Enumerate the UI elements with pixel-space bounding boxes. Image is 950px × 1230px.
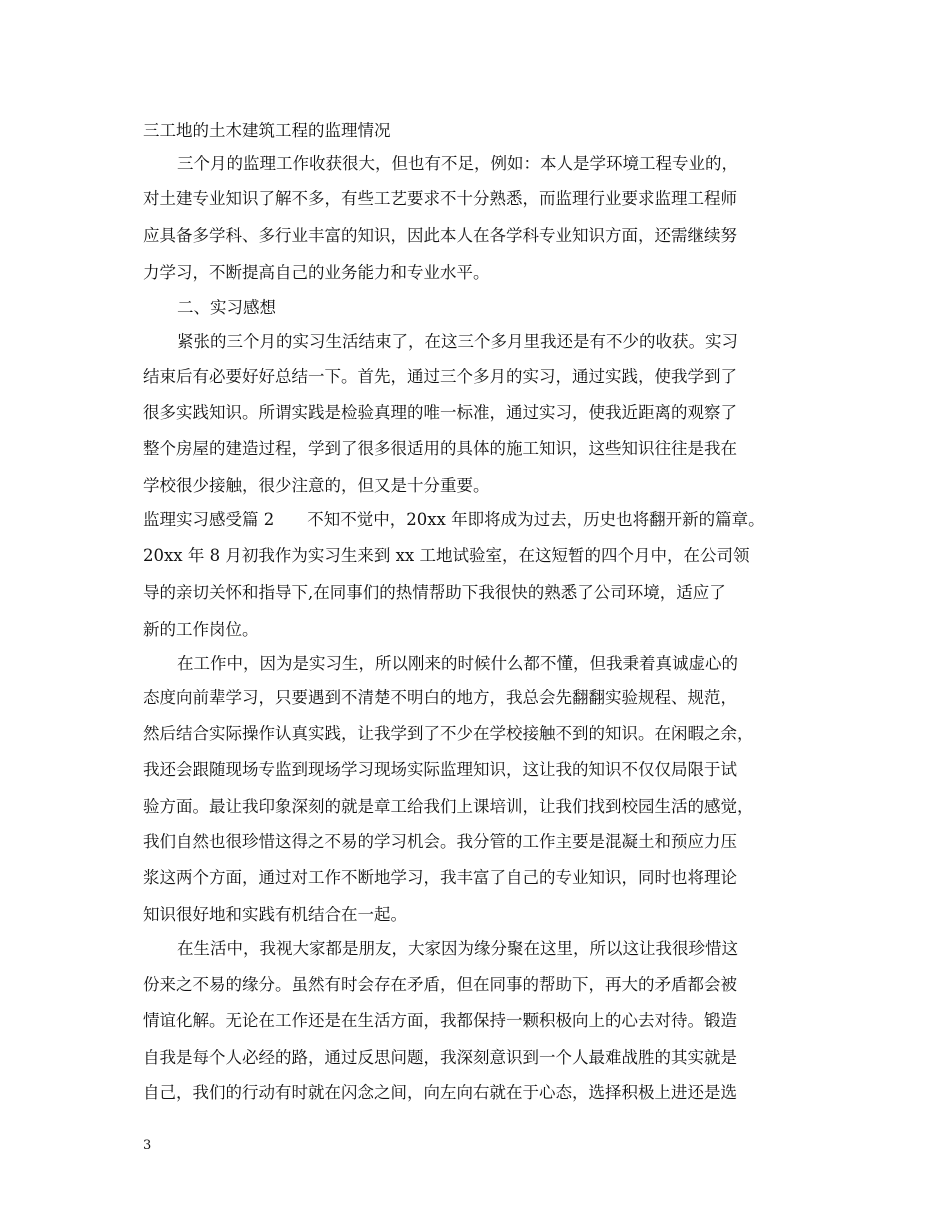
text-line: 情谊化解。无论在工作还是在生活方面，我都保持一颗积极向上的心去对待。锻造 bbox=[143, 1011, 737, 1030]
text-line: 力学习，不断提高自己的业务能力和专业水平。 bbox=[143, 263, 490, 282]
text-line: 在生活中，我视大家都是朋友，大家因为缘分聚在这里，所以这让我很珍惜这 bbox=[177, 939, 738, 958]
text-line: 紧张的三个月的实习生活结束了，在这三个多月里我还是有不少的收获。实习 bbox=[177, 332, 738, 351]
text-line: 三个月的监理工作收获很大，但也有不足，例如：本人是学环境工程专业的， bbox=[177, 154, 738, 173]
text-line: 我还会跟随现场专监到现场学习现场实际监理知识，这让我的知识不仅仅局限于试 bbox=[143, 760, 737, 779]
text-line: 学校很少接触，很少注意的，但又是十分重要。 bbox=[143, 476, 490, 495]
section-heading: 二、实习感想 bbox=[177, 298, 276, 317]
text-line: 对土建专业知识了解不多，有些工艺要求不十分熟悉，而监理行业要求监理工程师 bbox=[143, 189, 737, 208]
text-line: 整个房屋的建造过程，学到了很多很适用的具体的施工知识，这些知识往往是我在 bbox=[143, 439, 737, 458]
text-line: 很多实践知识。所谓实践是检验真理的唯一标准，通过实习，使我近距离的观察了 bbox=[143, 403, 737, 422]
text-line: 验方面。最让我印象深刻的就是章工给我们上课培训，让我们找到校园生活的感觉， bbox=[143, 797, 754, 816]
text-line: 20xx 年 8 月初我作为实习生来到 xx 工地试验室，在这短暂的四个月中，在公司领 bbox=[143, 546, 750, 565]
text-line: 自己，我们的行动有时就在闪念之间，向左向右就在于心态，选择积极上进还是选 bbox=[143, 1083, 737, 1102]
text-line: 导的亲切关怀和指导下,在同事们的热情帮助下我很快的熟悉了公司环境，适应了 bbox=[143, 583, 726, 602]
text-line: 我们自然也很珍惜这得之不易的学习机会。我分管的工作主要是混凝土和预应力压 bbox=[143, 832, 737, 851]
text-line: 三工地的土木建筑工程的监理情况 bbox=[143, 121, 391, 140]
text-line: 应具备多学科、多行业丰富的知识，因此本人在各学科专业知识方面，还需继续努 bbox=[143, 226, 737, 245]
text-line: 自我是每个人必经的路，通过反思问题，我深刻意识到一个人最难战胜的其实就是 bbox=[143, 1048, 737, 1067]
text-line: 态度向前辈学习，只要遇到不清楚不明白的地方，我总会先翻翻实验规程、规范， bbox=[143, 688, 737, 707]
page-number: 3 bbox=[143, 1138, 152, 1153]
text-line: 知识很好地和实践有机结合在一起。 bbox=[143, 905, 407, 924]
text-line: 结束后有必要好好总结一下。首先，通过三个多月的实习，通过实践，使我学到了 bbox=[143, 367, 737, 386]
text-line: 在工作中，因为是实习生，所以刚来的时候什么都不懂，但我秉着真诚虚心的 bbox=[177, 654, 738, 673]
text-line: 份来之不易的缘分。虽然有时会存在矛盾，但在同事的帮助下，再大的矛盾都会被 bbox=[143, 975, 737, 994]
text-line: 然后结合实际操作认真实践，让我学到了不少在学校接触不到的知识。在闲暇之余， bbox=[143, 724, 754, 743]
text-line: 浆这两个方面，通过对工作不断地学习，我丰富了自己的专业知识，同时也将理论 bbox=[143, 868, 737, 887]
text-line: 监理实习感受篇 2 不知不觉中，20xx 年即将成为过去，历史也将翻开新的篇章。 bbox=[143, 510, 765, 529]
text-line: 新的工作岗位。 bbox=[143, 620, 259, 639]
